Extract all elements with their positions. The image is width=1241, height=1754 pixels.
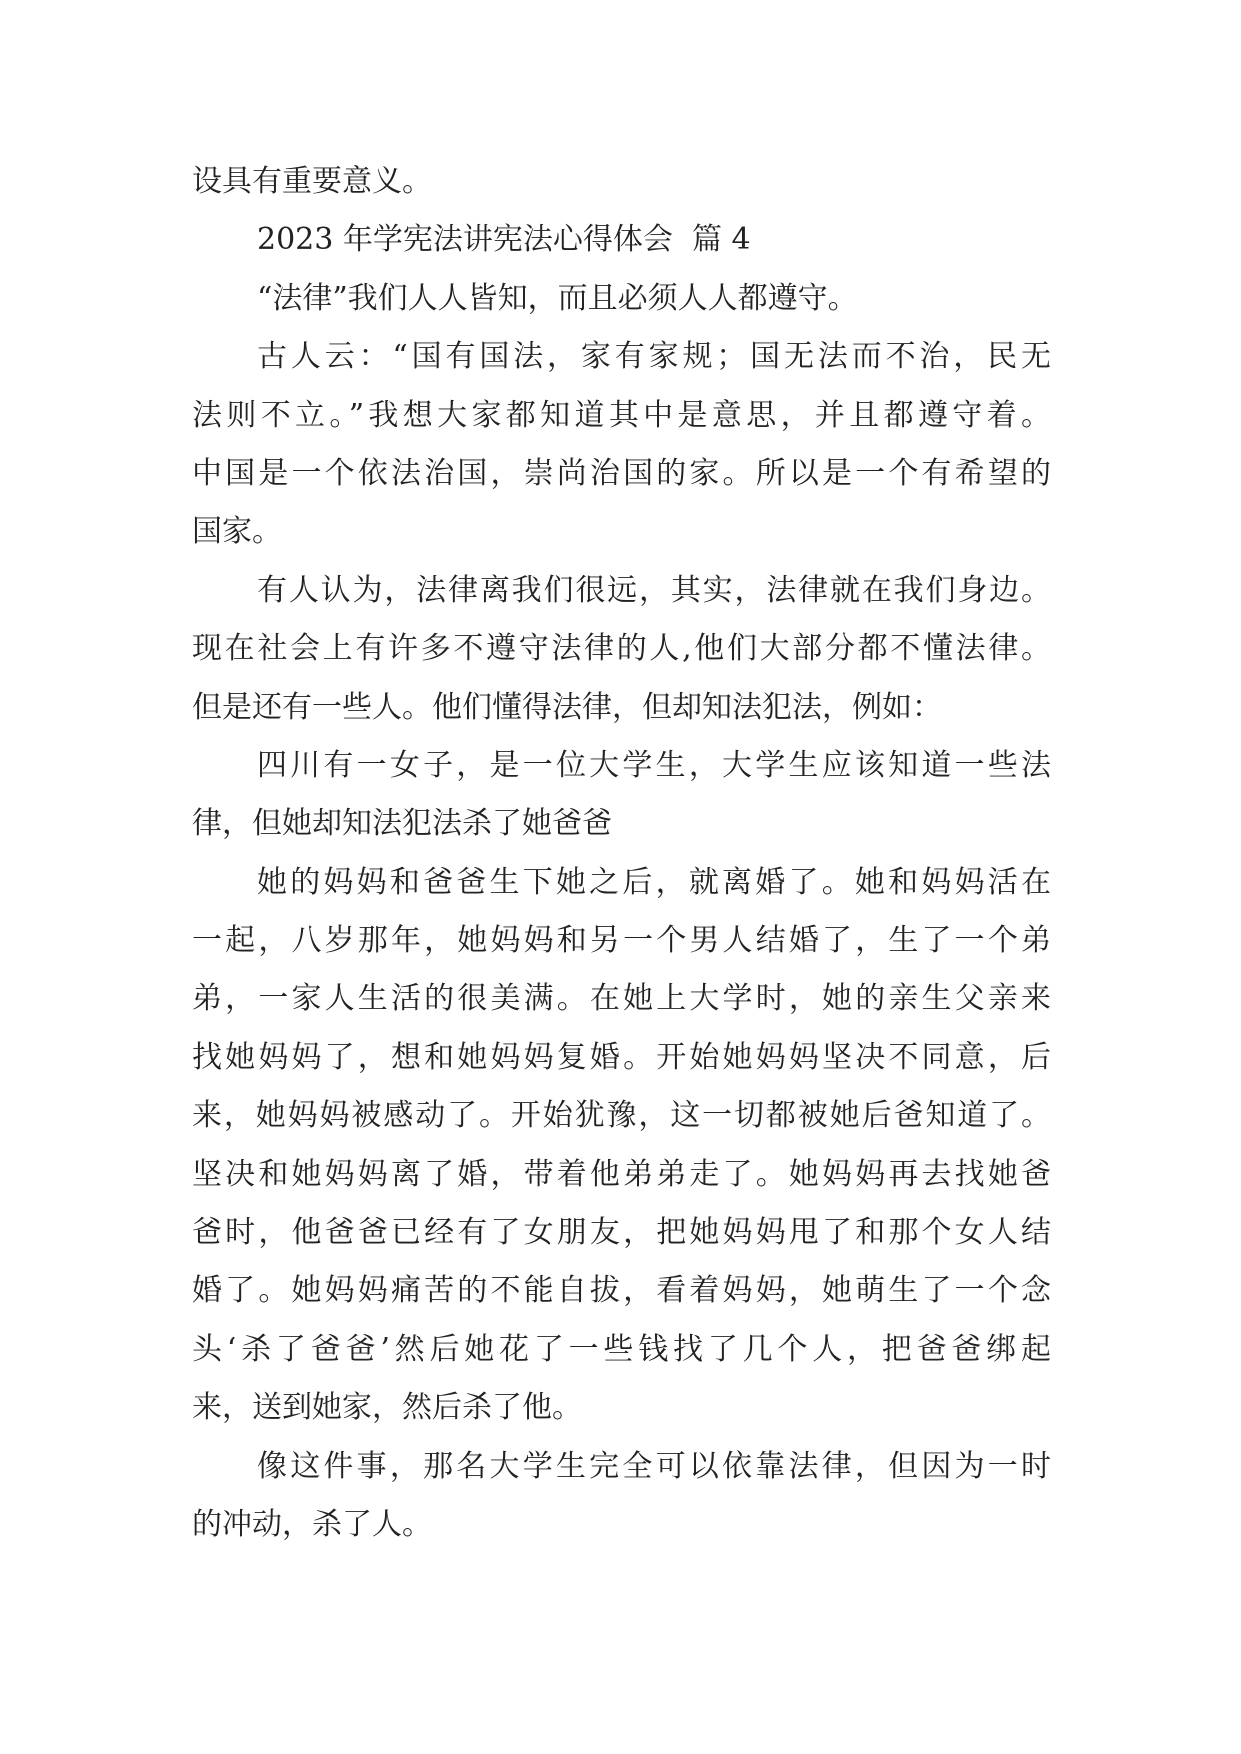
paragraph [192, 270, 1051, 328]
text-line: “法律”我们人人皆知，而且必须人人都遵守。 [257, 280, 858, 316]
text-line: 找她妈妈了，想和她妈妈复婚。开始她妈妈坚决不同意，后 [192, 1039, 1051, 1075]
section-heading [192, 211, 1051, 269]
heading-text: 2023 年学宪法讲宪法心得体会 篇 4 [257, 222, 751, 258]
text-line: 来，送到她家，然后杀了他。 [192, 1390, 582, 1426]
text-line: 她的妈妈和爸爸生下她之后，就离婚了。她和妈妈活在 [257, 864, 1051, 900]
text-line: 中国是一个依法治国，崇尚治国的家。所以是一个有希望的 [192, 455, 1051, 491]
paragraph [192, 562, 1051, 737]
text-line: 国家。 [192, 514, 282, 550]
text-line: 弟，一家人生活的很美满。在她上大学时，她的亲生父亲来 [192, 981, 1051, 1017]
text-line: 有人认为，法律离我们很远，其实，法律就在我们身边。 [257, 572, 1051, 608]
text-line: 的冲动，杀了人。 [192, 1506, 432, 1542]
text-line: 来，她妈妈被感动了。开始犹豫，这一切都被她后爸知道了。 [192, 1098, 1051, 1134]
document-body [192, 153, 1051, 1554]
text-line: 婚了。她妈妈痛苦的不能自拔，看着妈妈，她萌生了一个念 [192, 1273, 1051, 1309]
text-line: 一起，八岁那年，她妈妈和另一个男人结婚了，生了一个弟 [192, 923, 1051, 959]
text-line: 设具有重要意义。 [192, 164, 432, 199]
paragraph [192, 328, 1051, 562]
text-line: 现在社会上有许多不遵守法律的人,他们大部分都不懂法律。 [192, 631, 1051, 667]
text-line: 头‘杀了爸爸’然后她花了一些钱找了几个人，把爸爸绑起 [192, 1331, 1051, 1367]
text-line: 爸时，他爸爸已经有了女朋友，把她妈妈甩了和那个女人结 [192, 1215, 1051, 1251]
text-line: 四川有一女子，是一位大学生，大学生应该知道一些法 [257, 747, 1051, 783]
paragraph [192, 737, 1051, 854]
text-line: 律，但她却知法犯法杀了她爸爸 [192, 806, 612, 842]
text-line: 法则不立。”我想大家都知道其中是意思，并且都遵守着。 [192, 397, 1051, 433]
text-line: 像这件事，那名大学生完全可以依靠法律，但因为一时 [257, 1448, 1051, 1484]
paragraph [192, 1438, 1051, 1555]
text-line: 古人云：“国有国法，家有家规；国无法而不治，民无 [257, 339, 1051, 375]
paragraph [192, 153, 1051, 211]
text-line: 但是还有一些人。他们懂得法律，但却知法犯法，例如： [192, 689, 942, 725]
paragraph [192, 854, 1051, 1438]
text-line: 坚决和她妈妈离了婚，带着他弟弟走了。她妈妈再去找她爸 [192, 1156, 1051, 1192]
